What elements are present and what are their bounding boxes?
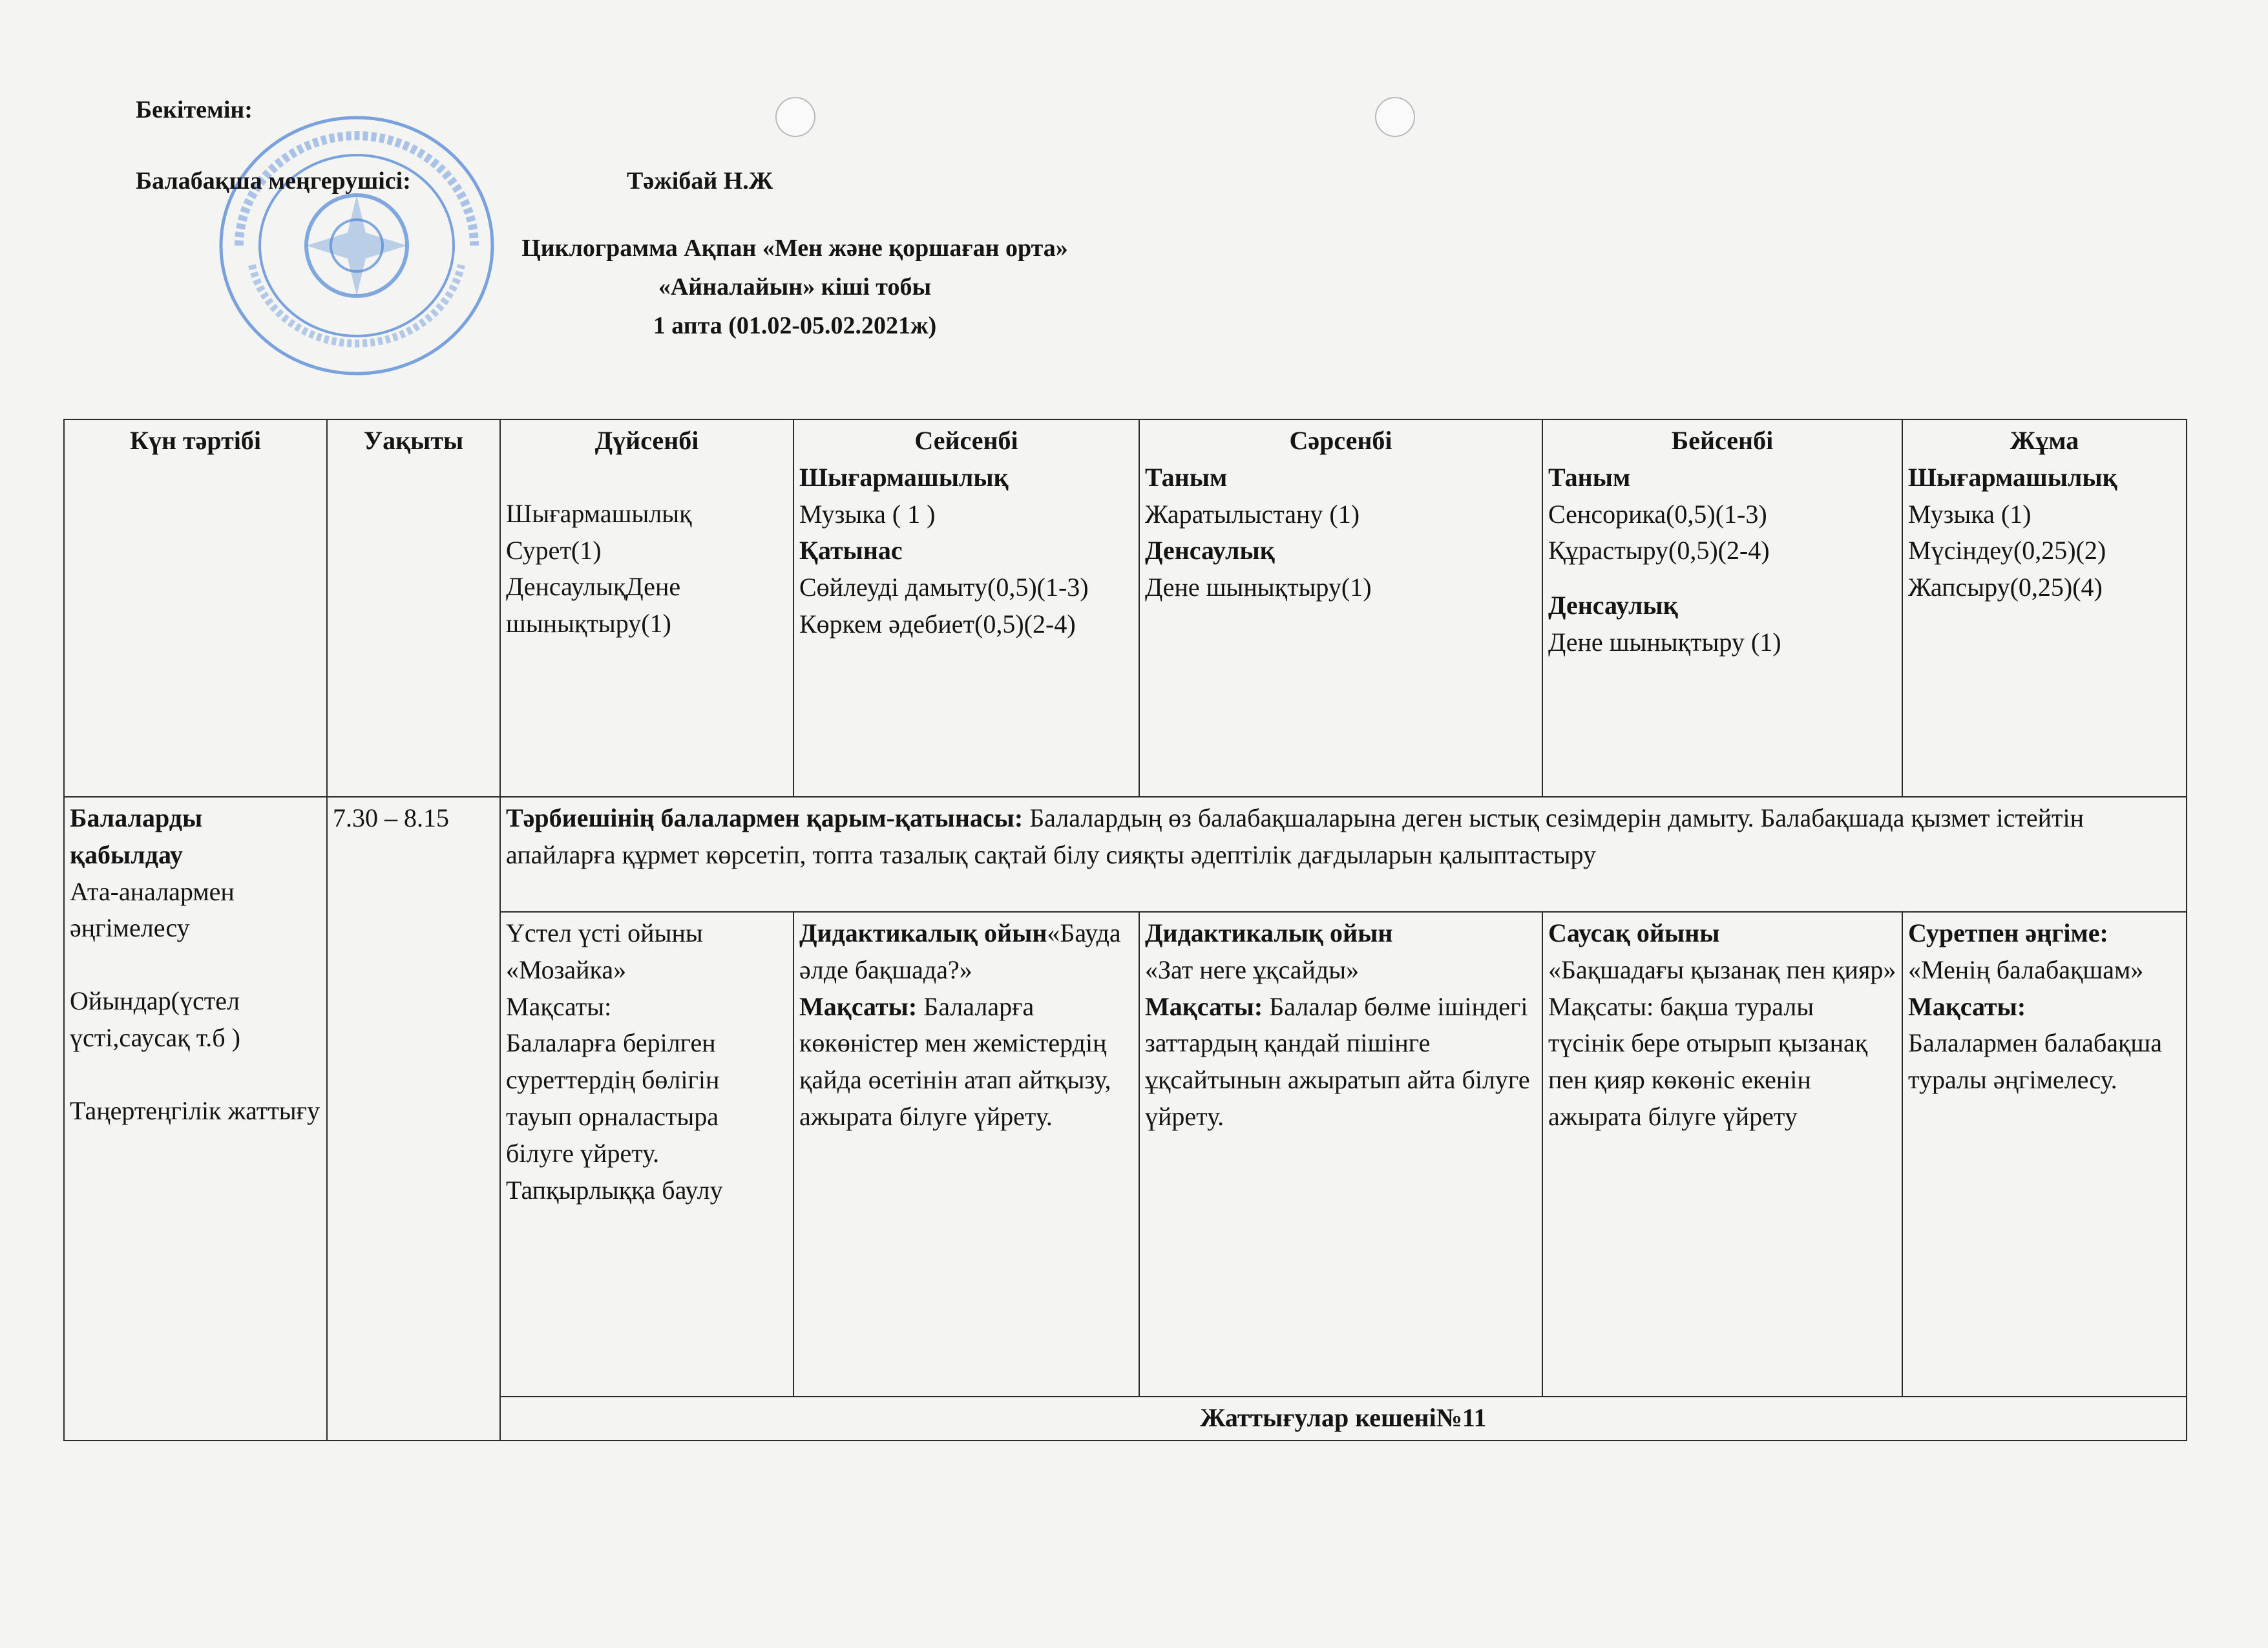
games-monday-name: «Мозайка»: [506, 955, 627, 984]
tuesday-subject-2: Сөйлеуді дамыту(0,5)(1-3): [799, 573, 1089, 602]
games-wednesday: [1139, 912, 1542, 1397]
games-monday-type: Үстел үсті ойыны: [506, 918, 703, 947]
tuesday-area-2: Қатынас: [799, 536, 903, 565]
interaction-row: [64, 797, 2187, 912]
col-monday: [500, 419, 793, 797]
wednesday-label: Сәрсенбі: [1289, 426, 1392, 455]
games-wednesday-type: Дидактикалық ойын: [1145, 918, 1393, 947]
games-thursday: [1542, 912, 1902, 1397]
col-time-header: Уақыты: [327, 419, 500, 797]
games-tuesday-goal: Балаларға көкөністер мен жемістердің қайда өсетінін атап айтқызу, ажырата білуге үйрету.: [799, 991, 1111, 1131]
col-friday: [1902, 419, 2187, 797]
thursday-subject-2: Құрастыру(0,5)(2-4): [1548, 536, 1770, 565]
wednesday-area-1: Таным: [1145, 462, 1228, 492]
col-routine-header: Күн тәртібі: [64, 419, 327, 797]
games-monday-goal: Балаларға берілген суреттердің бөлігін тауып орналастыра білуге үйрету.: [506, 1028, 720, 1168]
tuesday-label: Сейсенбі: [914, 426, 1018, 455]
col-tuesday: [793, 419, 1139, 797]
games-tuesday: [793, 912, 1139, 1397]
games-tuesday-goal-label: Мақсаты:: [799, 991, 918, 1021]
thursday-subject-3: Дене шынықтыру (1): [1548, 627, 1781, 657]
wednesday-subject-2: Дене шынықтыру(1): [1145, 573, 1372, 602]
games-thursday-name: «Бақшадағы қызанақ пен қияр»: [1548, 955, 1896, 984]
tuesday-area-1: Шығармашылық: [799, 462, 1009, 492]
group-title: «Айналайын» кіші тобы: [658, 273, 932, 301]
games-wednesday-name: «Зат неге ұқсайды»: [1145, 955, 1360, 984]
reception-cell: [64, 797, 327, 1441]
reception-morning-exercise: Таңертеңгілік жаттығу: [70, 1095, 320, 1125]
games-thursday-type: Саусақ ойыны: [1548, 918, 1720, 947]
monday-subject-2: Сурет(1): [506, 535, 602, 565]
thursday-subject-1: Сенсорика(0,5)(1-3): [1548, 499, 1767, 529]
header-row: [64, 419, 2187, 797]
reception-title: Балаларды қабылдау: [70, 803, 203, 869]
games-monday-goal-label: Мақсаты:: [506, 991, 612, 1021]
tuesday-subject-1: Музыка ( 1 ): [799, 499, 936, 529]
games-thursday-goal: Мақсаты: бақша туралы түсінік бере отырып қызанақ пен қияр көкөніс екенін ажырата білуге үйрету: [1548, 991, 1868, 1131]
interaction-cell: [500, 797, 2187, 912]
approval-name: Тәжібай Н.Ж: [627, 167, 773, 195]
games-monday-extra: Тапқырлыққа баулу: [506, 1175, 723, 1205]
friday-label: Жұма: [2010, 426, 2079, 455]
reception-games: Ойындар(үстел үсті,саусақ т.б ): [70, 986, 240, 1052]
monday-subject-1: Шығармашылық: [506, 498, 692, 528]
monday-label: Дүйсенбі: [594, 426, 699, 455]
thursday-area-2: Денсаулық: [1548, 591, 1678, 620]
time-cell: 7.30 – 8.15: [327, 797, 500, 1441]
punch-hole-right: [1375, 97, 1415, 137]
document-title: Циклограмма Ақпан «Мен және қоршаған орта»: [521, 235, 1068, 262]
games-friday-goal: Балалармен балабақша туралы әңгімелесу.: [1908, 1028, 2162, 1095]
friday-area-1: Шығармашылық: [1908, 462, 2117, 492]
col-wednesday: [1139, 419, 1542, 797]
exercises-cell: Жаттығулар кешені№11: [500, 1397, 2187, 1441]
friday-subject-3: Жапсыру(0,25)(4): [1908, 573, 2103, 602]
week-title: 1 апта (01.02-05.02.2021ж): [653, 312, 937, 339]
interaction-text: Балалардың өз балабақшаларына деген ыстық сезімдерін дамыту. Балабақшада қызмет істейтін апайларға құрмет көрсетіп, топта тазалық сақтай білу сияқты әдептілік дағдыларын қалыптастыру: [506, 803, 2084, 869]
thursday-area-1: Таным: [1548, 462, 1631, 492]
games-friday-name: «Менің балабақшам»: [1908, 955, 2144, 984]
thursday-label: Бейсенбі: [1671, 426, 1774, 455]
tuesday-subject-3: Көркем әдебиет(0,5)(2-4): [799, 609, 1076, 639]
games-monday: [500, 912, 793, 1397]
games-tuesday-name: «Бауда әлде бақшада?»: [799, 918, 1121, 984]
interaction-label: Тәрбиешінің балалармен қарым-қатынасы:: [506, 803, 1024, 832]
col-thursday: [1542, 419, 1902, 797]
games-friday: [1902, 912, 2187, 1397]
games-wednesday-goal: Балалар бөлме ішіндегі заттардың қандай пішінге ұқсайтынын ажыратып айта білуге үйрету.: [1145, 991, 1530, 1131]
wednesday-subject-1: Жаратылыстану (1): [1145, 499, 1360, 529]
games-friday-goal-label: Мақсаты:: [1908, 991, 2026, 1021]
approval-title: Бекітемін:: [136, 96, 253, 123]
punch-hole-left: [775, 97, 815, 137]
cyclogram-table: [63, 419, 2187, 1441]
games-wednesday-goal-label: Мақсаты:: [1145, 991, 1263, 1021]
approval-position: Балабақша меңгерушісі:: [136, 167, 411, 195]
friday-subject-1: Музыка (1): [1908, 499, 2032, 529]
monday-subject-3: ДенсаулықДене шынықтыру(1): [506, 572, 681, 639]
games-tuesday-type: Дидактикалық ойын: [799, 918, 1047, 947]
wednesday-area-2: Денсаулық: [1145, 536, 1275, 565]
games-friday-type: Суретпен әңгіме:: [1908, 918, 2108, 947]
reception-parents-talk: Ата-аналармен әңгімелесу: [70, 876, 235, 943]
friday-subject-2: Мүсіндеу(0,25)(2): [1908, 536, 2106, 565]
